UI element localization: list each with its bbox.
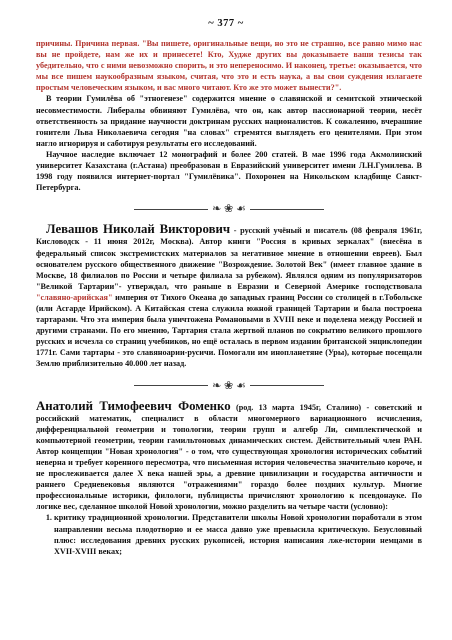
levashov-entry: [36, 224, 422, 369]
gumilev-paragraph-legacy: Научное наследие включает 12 монографий и более 200 статей. В мае 1996 года Акмолинский университет Казахстана (г.Астана) преобразован в Евразийский университет имени Л.Н.Гумилева. В 1998 году появился интернет-портал "Гумилёвика". Похоронен на Никольском кладбище Санкт-Петербурга.: [36, 149, 422, 193]
gumilev-quote-paragraph: причины. Причина первая. "Вы пишете, оригинальные вещи, но это не страшно, все равно мимо нас вы не пройдете, нам же их и принесете! Кто, Худже других вы доказываете ваши тезисы так убедительно, что с ними невозможно спорить, и это непереносимо. И наконец, третье: оказывается, что мы все пишем наукообразным языком, считая, что это и есть наука, а вы свои суждения излагаете простым человеческим языком, и вас много читают. Кто же это может вынести?".: [36, 39, 422, 93]
divider-line-left: [134, 209, 208, 210]
list-item: 1. критику традиционной хронологии. Представители школы Новой хронологии поработали в этом направлении весьма плодотворно и ее масса давно уже превысила критическую. Безусловный плюс: исследования древних русских рукописей, история написания лже-истории немцами в XVII-XVIII веках;: [54, 512, 422, 556]
levashov-name: Левашов Николай Викторович: [46, 222, 231, 237]
section-divider: [36, 381, 422, 391]
levashov-highlight: "славяно-арийская": [36, 292, 113, 302]
fomenko-entry: [36, 398, 422, 513]
levashov-text-1: - русский учёный и писатель (08 февраля 1961г, Кисловодск - 11 июня 2012г, Москва). Автор книги "Россия в кривых зеркалах" (внесёна в федеральный список экстремистских материалов за негативное мнение в отношении евреев). Был основателем русского общественного движение "Возрождение. Золотой Век" (имеет главное здание в Москве, 18 филиалов по России и четыре филиала за рубежом). Являлся одним из популяризаторов "Великой Тартарии"- утверждал, что раньше в Евразии и Северной Америке господствовала: [36, 226, 423, 291]
page-content: [36, 38, 422, 557]
fomenko-text-1: (род. 13 марта 1945г, Сталино) - советский и российский математик, специалист в области многомерного вариационного исчисления, дифференциальной геометрии и топологии, теории групп и алгебр Ли, симплектической и компьютерной геометрии, теории гамильтоновых динамических систем. Действительный член РАН. Автор концепции "Новая хронология" - о том, что существующая хронология исторических событий неверна и требует коренного пересмотра, что письменная история человечества значительно короче, и не прослеживается далее X века нашей эры, а древние цивилизации и государства античности и раннего Средневековья являются "отражениями" гораздо более поздних культур. Многие профессиональные историки, филологи, публицисты причисляют хронологию к псевдонауке. По логике вес, сделанное школой Новой хронологии, можно разделить на четыре части (условно):: [36, 402, 422, 512]
gumilev-paragraph-ethnogenesis: В теории Гумилёва об "этногенезе" содержится мнение о славянской и семитской этнической несовместимости. Либералы обвиняют Гумилёва, что он, как автор пассионарной теории, несёт ответственность за придание научности доктринам русских националистов. К сожалению, вчерашние гонители Льва Николаевича сегодня "на словах" стремятся выглядеть его ценителями. При этом нагло игнорируя и саботируя результаты его исследований.: [36, 94, 422, 148]
levashov-text-2: империя от Тихого Океана до западных границ России со столицей в г.Тобольске (или Асгарде Ирийском). А Китайская стена служила южной границей Тартарии и была построена тартарами. Что эта империя была уничтожена Романовыми в XVIII веке и поделена между Россией и другими странами. По его мнению, Тартария стала жертвой планов по сокрытию великого прошлого русских и исчезла со страниц учебников, но ещё осталась в первом издании британской энциклопедии 1771г. Сами тартары - это славяноарии-русичи. Помогали им инопланетяне (Уры), которые посещали Землю приблизительно 40.000 лет назад.: [36, 292, 422, 369]
ornament-icon: ❧ ❀ ☙: [212, 379, 246, 392]
fomenko-name: Анатолий Тимофеевич Фоменко: [36, 398, 231, 413]
fomenko-list: [36, 512, 422, 556]
divider-line-right: [250, 209, 324, 210]
ornament-icon: ❧ ❀ ☙: [212, 203, 246, 216]
divider-line-left: [134, 385, 208, 386]
section-divider: [36, 204, 422, 214]
page-number: ~ 377 ~: [208, 18, 244, 29]
divider-line-right: [250, 385, 324, 386]
